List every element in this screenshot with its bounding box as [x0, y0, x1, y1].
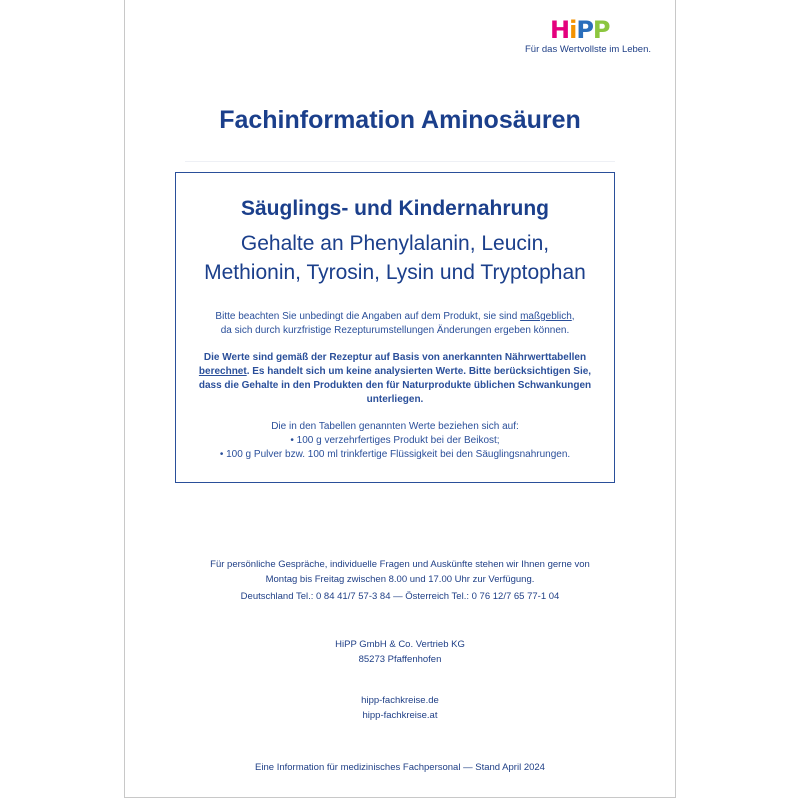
product-note-text-a: Bitte beachten Sie unbedingt die Angaben auf dem Produkt, sie sind: [215, 311, 521, 322]
website-links: [125, 693, 675, 723]
website-link-de[interactable]: hipp-fachkreise.de: [361, 695, 439, 706]
logo-letter-p1: P: [576, 16, 593, 44]
logo-letter-p2: P: [592, 16, 610, 44]
product-note-emphasis: maßgeblich: [520, 311, 572, 322]
company-name: HiPP GmbH & Co. Vertrieb KG: [335, 639, 465, 650]
logo-letter-i: i: [569, 16, 577, 44]
logo-letter-h: H: [550, 16, 570, 44]
product-note-text-b: ,: [571, 311, 575, 322]
product-note-line1: [176, 310, 614, 324]
document-page: [124, 0, 676, 798]
contact-line2: Montag bis Freitag zwischen 8.00 und 17.00 Uhr zur Verfügung.: [265, 574, 535, 585]
box-subtitle: Säuglings- und Kindernahrung: [241, 197, 549, 220]
box-heading-line2: Methionin, Tyrosin, Lysin und Tryptophan: [204, 261, 586, 284]
calculation-note-line4: unterliegen.: [366, 394, 424, 405]
calculation-note-line3: dass die Gehalte in den Produkten den für Naturprodukte üblichen Schwankungen: [198, 380, 592, 391]
reference-note: [176, 420, 614, 462]
calculation-note-line2: [176, 365, 614, 379]
page-title: Fachinformation Aminosäuren: [219, 106, 581, 134]
reference-item: • 100 g verzehrfertiges Produkt bei der Beikost;: [290, 435, 500, 446]
company-address: [125, 637, 675, 667]
brand-tagline: Für das Wertvollste im Leben.: [524, 44, 651, 55]
website-link-at[interactable]: hipp-fachkreise.at: [362, 710, 438, 721]
contact-line1: Für persönliche Gespräche, individuelle Fragen und Auskünfte stehen wir Ihnen gerne von: [210, 559, 590, 570]
reference-item: • 100 g Pulver bzw. 100 ml trinkfertige Flüssigkeit bei den Säuglingsnahrungen.: [219, 449, 571, 460]
contact-hours: [125, 557, 675, 587]
calculation-note-emphasis: berechnet: [198, 366, 247, 377]
company-city: 85273 Pfaffenhofen: [358, 654, 442, 665]
contact-phones: Deutschland Tel.: 0 84 41/7 57-3 84 — Österreich Tel.: 0 76 12/7 65 77-1 04: [240, 591, 560, 602]
calculation-note-line2-rest: . Es handelt sich um keine analysierten Werte. Bitte berücksichtigen Sie,: [246, 366, 592, 377]
calculation-note: [176, 351, 614, 407]
product-note: [176, 310, 614, 338]
reference-intro: Die in den Tabellen genannten Werte beziehen sich auf:: [271, 421, 519, 432]
box-heading: [176, 229, 614, 287]
product-note-line2: da sich durch kurzfristige Rezepturumstellungen Änderungen ergeben können.: [220, 325, 570, 336]
info-box: [175, 172, 615, 483]
footer-note: Eine Information für medizinisches Fachpersonal — Stand April 2024: [255, 762, 545, 773]
hipp-logo: [550, 17, 622, 43]
title-divider: [185, 161, 615, 162]
calculation-note-line1: Die Werte sind gemäß der Rezeptur auf Basis von anerkannten Nährwerttabellen: [203, 352, 587, 363]
box-heading-line1: Gehalte an Phenylalanin, Leucin,: [240, 232, 550, 255]
